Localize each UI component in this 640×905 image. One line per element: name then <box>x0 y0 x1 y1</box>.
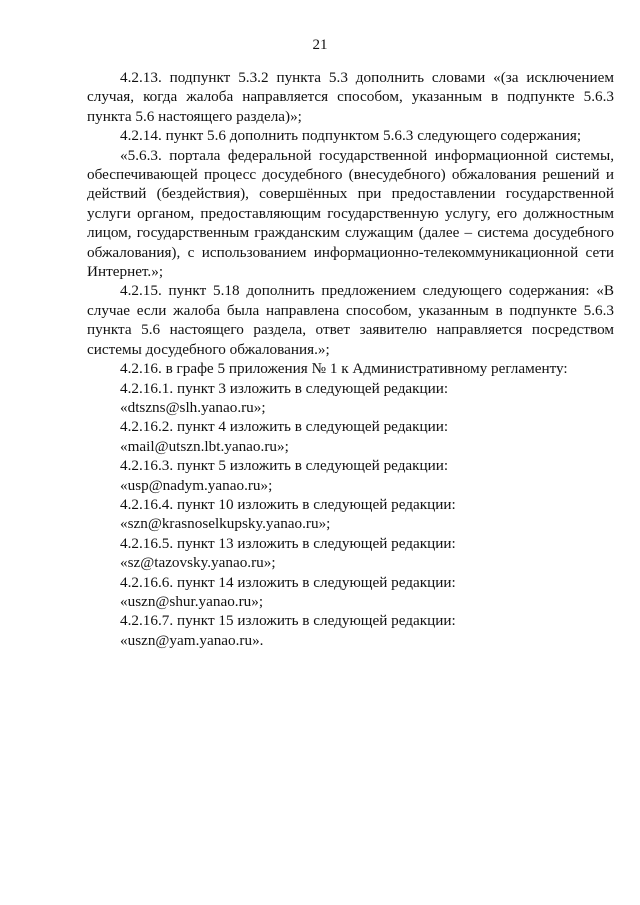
email-line: «usp@nadym.yanao.ru»; <box>120 476 273 494</box>
paragraph-4-2-15: 4.2.15. пункт 5.18 дополнить предложением следующего содержания: «В случае если жалоба была направлена способом, указанным в подпункте 5.6.3 пункта 5.6 настоящего раздела, ответ заявителю направляется посредством системы досудебного обжалования.»; <box>87 282 614 358</box>
item-4-2-16-3: 4.2.16.3. пункт 5 изложить в следующей редакции: <box>120 457 449 475</box>
paragraph-5-6-3: «5.6.3. портала федеральной государственной информационной системы, обеспечивающей процесс досудебного (внесудебного) обжалования решений и действий (бездействия), совершённых при предоставлении государственной услуги органом, предоставляющим государственную услугу, его должностным лицом, государственным гражданским служащим (далее – система досудебного обжалования), с использованием информационно-телекоммуникационной сети Интернет.»; <box>87 146 614 281</box>
email-line: «sz@tazovsky.yanao.ru»; <box>120 554 276 572</box>
email-line: «uszn@shur.yanao.ru»; <box>120 592 264 610</box>
item-4-2-16-1: 4.2.16.1. пункт 3 изложить в следующей редакции: <box>120 379 449 397</box>
item-4-2-16-7: 4.2.16.7. пункт 15 изложить в следующей редакции: <box>120 612 456 630</box>
paragraph-4-2-13: 4.2.13. подпункт 5.3.2 пункта 5.3 дополнить словами «(за исключением случая, когда жалоба направляется способом, указанным в подпункте 5.6.3 пункта 5.6 настоящего раздела)»; <box>87 69 614 125</box>
paragraph-4-2-14: 4.2.14. пункт 5.6 дополнить подпунктом 5.6.3 следующего содержания; <box>120 127 582 145</box>
paragraph-4-2-16: 4.2.16. в графе 5 приложения № 1 к Административному регламенту: <box>120 360 568 378</box>
document-body <box>87 68 614 650</box>
item-4-2-16-2: 4.2.16.2. пункт 4 изложить в следующей редакции: <box>120 418 449 436</box>
email-line: «szn@krasnoselkupsky.yanao.ru»; <box>120 515 331 533</box>
item-4-2-16-5: 4.2.16.5. пункт 13 изложить в следующей редакции: <box>120 534 456 552</box>
page-number: 21 <box>312 37 328 53</box>
email-line: «mail@utszn.lbt.yanao.ru»; <box>120 437 289 455</box>
email-line: «dtszns@slh.yanao.ru»; <box>120 398 266 416</box>
item-4-2-16-4: 4.2.16.4. пункт 10 изложить в следующей редакции: <box>120 495 456 513</box>
email-line: «uszn@yam.yanao.ru». <box>120 631 264 649</box>
item-4-2-16-6: 4.2.16.6. пункт 14 изложить в следующей редакции: <box>120 573 456 591</box>
